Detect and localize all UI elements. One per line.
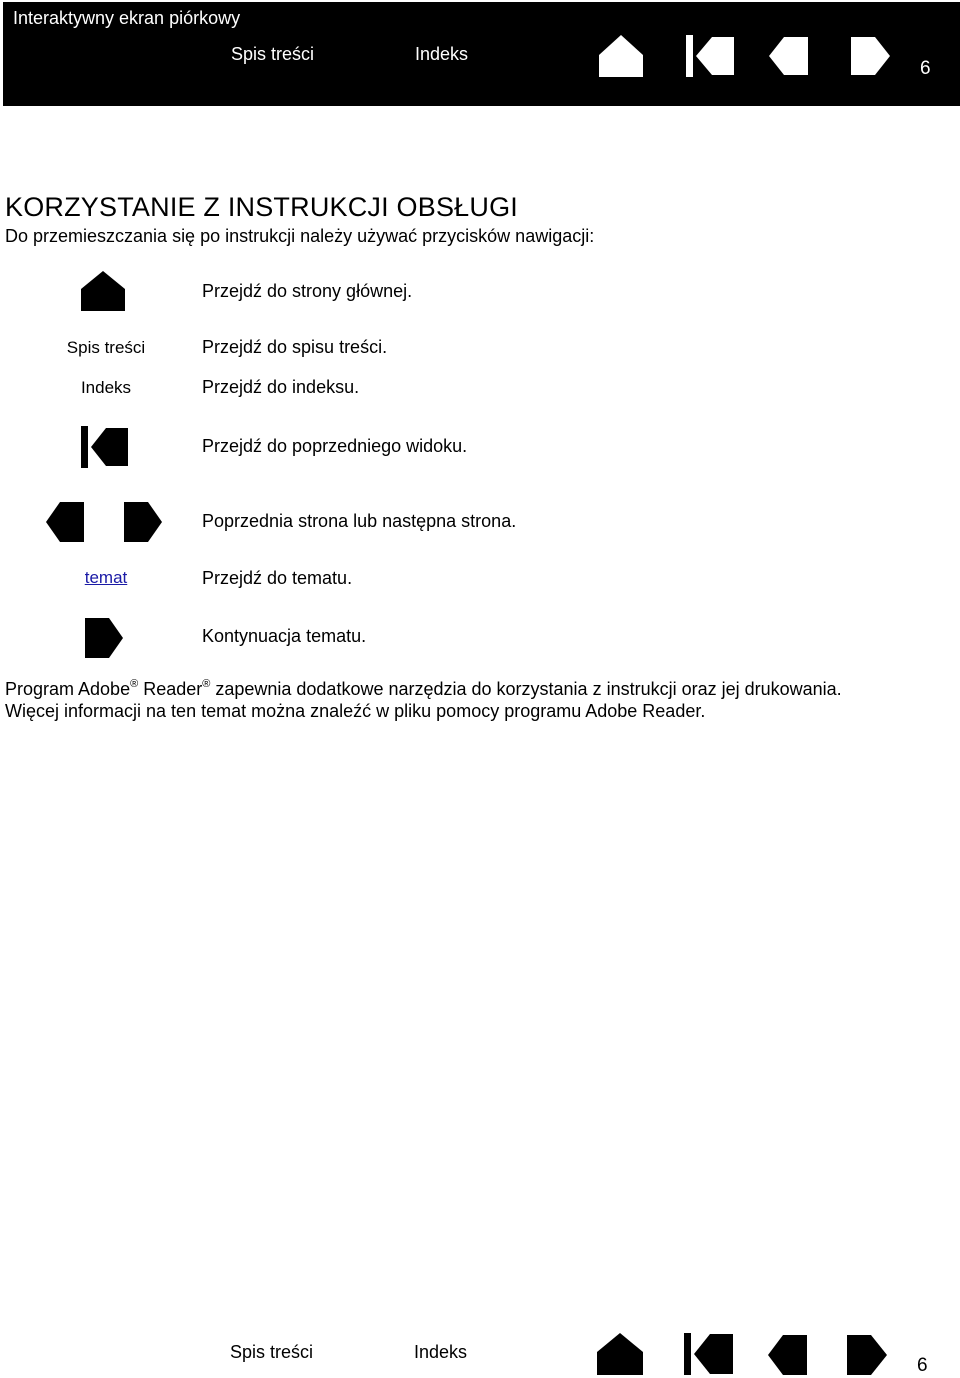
previous-page-icon[interactable]: [767, 1334, 809, 1376]
index-link[interactable]: Indeks: [415, 44, 469, 64]
topic-link-text[interactable]: temat: [84, 568, 128, 587]
page-number: 6: [920, 58, 931, 79]
continue-arrow-icon: [84, 617, 124, 659]
adobe-reader-paragraph-line1: [5, 679, 842, 700]
previous-page-icon[interactable]: [768, 35, 810, 77]
back-icon: [80, 425, 130, 469]
home-icon: [80, 270, 126, 312]
next-page-icon: [123, 501, 163, 543]
footer-page-number: 6: [917, 1355, 928, 1376]
home-icon[interactable]: [596, 1332, 644, 1376]
footer-index-link[interactable]: Indeks: [414, 1342, 468, 1362]
legend-index-link[interactable]: Indeks: [80, 378, 132, 397]
para-text-c: zapewnia dodatkowe narzędzia do korzystania z instrukcji oraz jej drukowania.: [210, 679, 842, 699]
registered-mark: ®: [130, 678, 139, 690]
next-page-icon[interactable]: [849, 35, 891, 77]
back-icon[interactable]: [684, 33, 736, 79]
legend-toc-link[interactable]: Spis treści: [66, 338, 146, 357]
previous-page-icon: [45, 501, 85, 543]
legend-desc-back: Przejdź do poprzedniego widoku.: [202, 436, 468, 456]
legend-desc-home: Przejdź do strony głównej.: [202, 281, 413, 301]
toc-link[interactable]: Spis treści: [231, 44, 315, 64]
legend-desc-prev-next: Poprzednia strona lub następna strona.: [202, 511, 517, 531]
footer-toc-link[interactable]: Spis treści: [230, 1342, 314, 1362]
legend-topic-link[interactable]: [56, 568, 156, 588]
page-title: KORZYSTANIE Z INSTRUKCJI OBSŁUGI: [5, 192, 518, 222]
back-icon[interactable]: [683, 1332, 735, 1376]
adobe-reader-paragraph-line2: Więcej informacji na ten temat można znaleźć w pliku pomocy programu Adobe Reader.: [5, 701, 706, 721]
footer-nav: [0, 1322, 960, 1378]
legend-desc-topic: Przejdź do tematu.: [202, 568, 353, 588]
document-title: Interaktywny ekran piórkowy: [13, 8, 241, 28]
home-icon[interactable]: [597, 33, 645, 79]
intro-text: Do przemieszczania się po instrukcji należy używać przycisków nawigacji:: [5, 226, 595, 246]
next-page-icon[interactable]: [846, 1334, 888, 1376]
para-text-b: Reader: [138, 679, 203, 699]
legend-desc-index: Przejdź do indeksu.: [202, 377, 360, 397]
registered-mark: ®: [202, 678, 211, 690]
header-bar: [3, 2, 960, 106]
legend-desc-toc: Przejdź do spisu treści.: [202, 337, 388, 357]
para-text-a: Program Adobe: [5, 679, 131, 699]
legend-desc-continue: Kontynuacja tematu.: [202, 626, 367, 646]
